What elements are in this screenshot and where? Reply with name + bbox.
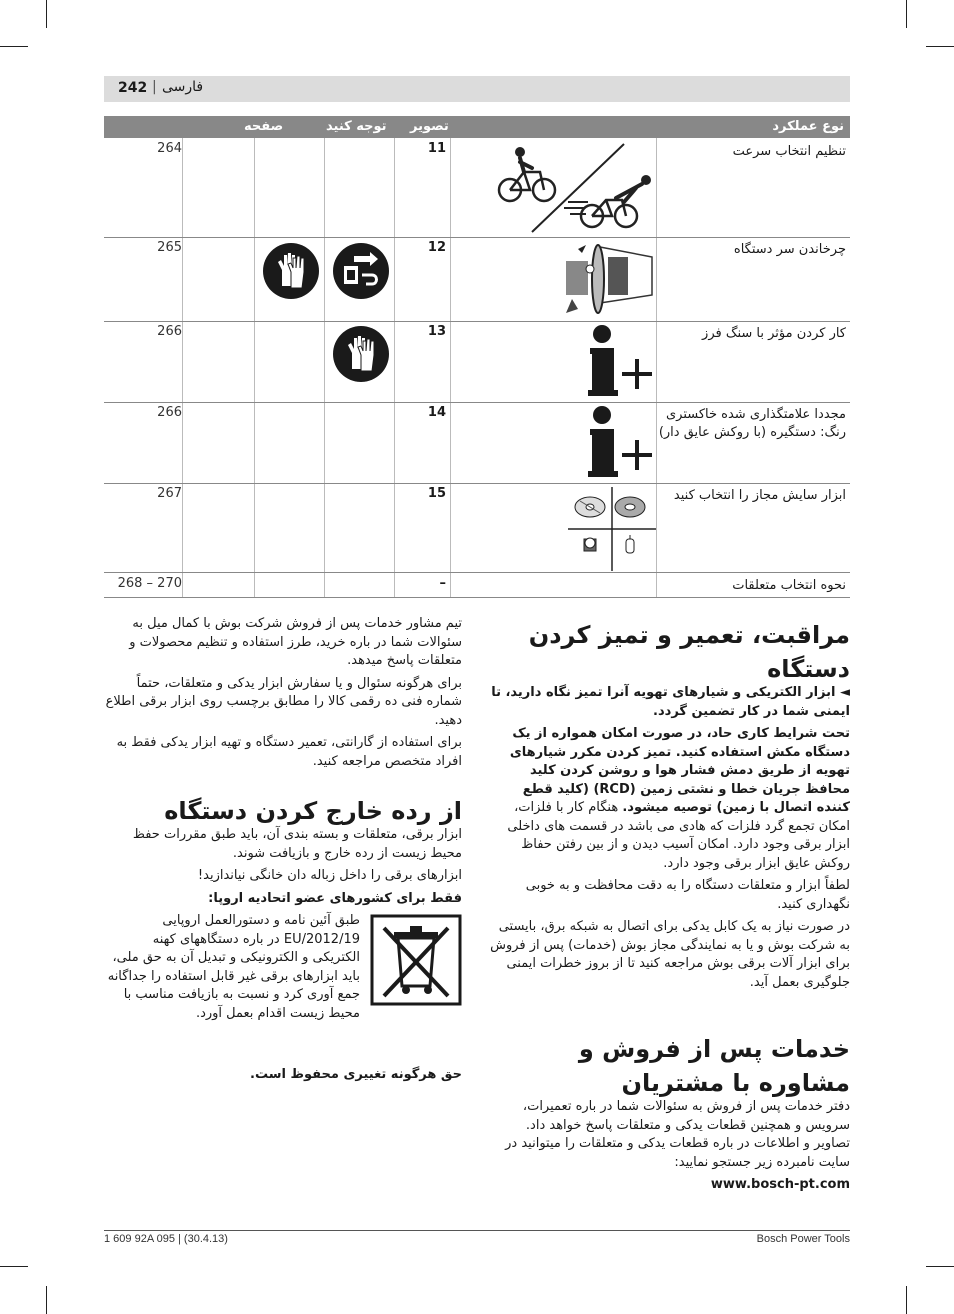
crop-mark: [46, 0, 47, 28]
left-p1: تیم مشاور خدمات پس از فروش شرکت بوش با کمال میل به سئوالات شما در باره خرید، طرز استفاده و تنظیم محصولات و متعلقات پاسخ میدهد.: [129, 616, 462, 668]
footer-brand: Bosch Power Tools: [756, 1233, 850, 1245]
unplug-icon: [332, 242, 390, 304]
row-name: ابزار سایش مجاز را انتخاب کنید: [673, 488, 846, 503]
maintenance-p2-rest: هنگام کار با فلزات، امکان تجمع گرد فلزات که هادی می باشد در قسمت های داخلی ابزار برقی وجود دارد. امکان آسیب دیدن و از بین رفتن حفاظ روکش عایق ابزار برقی وجود دارد.: [507, 800, 850, 871]
table-divider: [324, 138, 325, 598]
maintenance-p2-bold: تحت شرایط کاری حاد، در صورت امکان همواره از یک دستگاه مکش استفاده کنید. تمیز کردن مکرر شیارهای تهویه از طریق دمش فشار هوا و روشن کردن کلید محافظ جریان خطا و نشتی زمین (RCD) (کلید قطع کننده اتصال با زمین) توصیه میشود.: [509, 726, 850, 815]
service-p1: دفتر خدمات پس از فروش به سئوالات شما در باره تعمیرات، سرویس و همچنین قطعات یدکی و متعلقات پاسخ خواهد داد. تصاویر و اطلاعات در باره قطعات یدکی و متعلقات را میتوانید در سایت نامبرده زیر جستجو نمایید:: [505, 1099, 850, 1170]
weee-bin-icon: [370, 914, 462, 1010]
row-page: 267: [157, 486, 182, 501]
row-divider: [104, 572, 850, 573]
page-number: 242: [118, 80, 148, 96]
row-page: 266: [157, 324, 182, 339]
table-divider: [394, 138, 395, 598]
row-name: چرخاندن سر دستگاه: [733, 242, 846, 257]
info-plus-icon: [586, 405, 656, 483]
row-name: مجددا علامتگذاری شده خاکستری رنگ: دستگیره (با روکش عایق دار): [658, 407, 846, 440]
row-page: 266: [157, 405, 182, 420]
col-note: توجه کنید: [326, 119, 387, 134]
crop-mark: [0, 1266, 28, 1267]
table-divider: [254, 138, 255, 598]
grinder-head-icon: [562, 239, 654, 323]
maintenance-p1: ابزار الکتریکی و شیارهای تهویه آنرا تمیز نگاه دارید، تا ایمنی شما در کار تضمین گردد.: [491, 685, 850, 719]
row-divider: [104, 321, 850, 322]
crop-mark: [906, 0, 907, 28]
crop-mark: [906, 1286, 907, 1314]
row-divider: [104, 402, 850, 403]
col-page: صفحه: [244, 119, 284, 134]
table-divider: [450, 138, 451, 598]
gloves-icon: [332, 325, 390, 387]
row-divider: [104, 483, 850, 484]
row-page: 268 – 270: [117, 576, 182, 591]
row-divider: [104, 597, 850, 598]
table-divider: [656, 138, 657, 598]
maintenance-p4: در صورت نیاز به یک کابل یدکی برای اتصال به شبکه برق، بایستی به شرکت بوش و یا به نمایندگی مجاز بوش (خدمات) پس از فروش برای ابزار آلات برقی بوش مراجعه کنید تا از بروز خطرات ایمنی جلوگیری بعمل آید.: [490, 919, 850, 990]
row-page: 265: [157, 240, 182, 255]
disposal-p1: ابزار برقی، متعلقات و بسته بندی آن، باید طبق مقررات حفظ محیط زیست از رده خارج و بازیافت شوند.: [132, 827, 462, 861]
eu-heading: فقط برای کشورهای عضو اتحادیه اروپا:: [208, 890, 462, 906]
row-name: تنظیم انتخاب سرعت: [732, 144, 846, 159]
left-p3: برای استفاده از گارانتی، تعمیر دستگاه و تهیه ابزار یدکی فقط به افراد متخصص مراجعه کنید.: [116, 735, 462, 769]
row-figure: 12: [427, 240, 446, 255]
info-plus-icon: [586, 324, 656, 402]
bullet-icon: ◄: [840, 685, 850, 700]
row-figure: 14: [427, 405, 446, 420]
page-header: [104, 76, 850, 102]
footer-doc-number: 1 609 92A 095 | (30.4.13): [104, 1233, 228, 1245]
disposal-title: از رده خارج کردن دستگاه: [164, 797, 462, 825]
row-figure: –: [439, 576, 446, 591]
bicycle-speed-icon: [496, 142, 656, 238]
bosch-url-link[interactable]: www.bosch-pt.com: [710, 1177, 850, 1192]
table-divider: [182, 138, 183, 598]
maintenance-section: [490, 684, 850, 996]
row-figure: 15: [427, 486, 446, 501]
eu-text: طبق آئین نامه و دستورالعمل اروپایی 2012/19/EU در باره دستگاههای کهنه الکتریکی و الکترونیکی و تبدیل آن به حق ملی، باید ابزارهای برقی غیر قابل استفاده را جداگانه جمع آوری کرد و نسبت به بازیافت مناسب با محیط زیست اقدام بعمل آورد.: [107, 913, 360, 1021]
col-figure: تصویر: [410, 119, 449, 134]
crop-mark: [0, 46, 28, 47]
service-contact-section: [104, 615, 462, 775]
row-name: نحوه انتخاب متعلقات: [732, 578, 846, 593]
row-divider: [104, 237, 850, 238]
row-page: 264: [157, 141, 182, 156]
gloves-icon: [262, 242, 320, 304]
rights-reserved: حق هرگونه تغییری محفوظ است.: [250, 1067, 462, 1082]
language-label: فارسی: [162, 79, 204, 95]
crop-mark: [926, 46, 954, 47]
service-section: [490, 1098, 850, 1199]
footer-divider: [104, 1230, 850, 1231]
row-name: کار کردن مؤثر با سنگ فرز: [702, 326, 846, 341]
left-p2: برای هرگونه سئوال و یا سفارش ابزار یدکی و متعلقات، حتماً شماره فنی ده رقمی کالا را مطابق برچسب روی ابزار برقی اطلاع دهید.: [105, 675, 462, 728]
col-name: نوع عملکرد: [772, 119, 844, 134]
abrasive-tools-icon: [568, 487, 656, 575]
row-figure: 11: [427, 141, 446, 156]
disposal-section: [104, 826, 462, 912]
disposal-p2: ابزارهای برقی را داخل زباله دان خانگی نیاندازید!: [197, 868, 462, 883]
row-figure: 13: [427, 324, 446, 339]
service-title: خدمات پس از فروش و مشاوره با مشتریان: [578, 1035, 850, 1097]
crop-mark: [46, 1286, 47, 1314]
maintenance-p3: لطفاً ابزار و متعلقات دستگاه را به دقت محافظت و به خوبی نگهداری کنید.: [525, 878, 850, 912]
header-separator: |: [152, 79, 157, 95]
crop-mark: [926, 1266, 954, 1267]
maintenance-title: مراقبت، تعمیر و تمیز کردن دستگاه: [528, 621, 850, 683]
table-header: [104, 116, 850, 138]
